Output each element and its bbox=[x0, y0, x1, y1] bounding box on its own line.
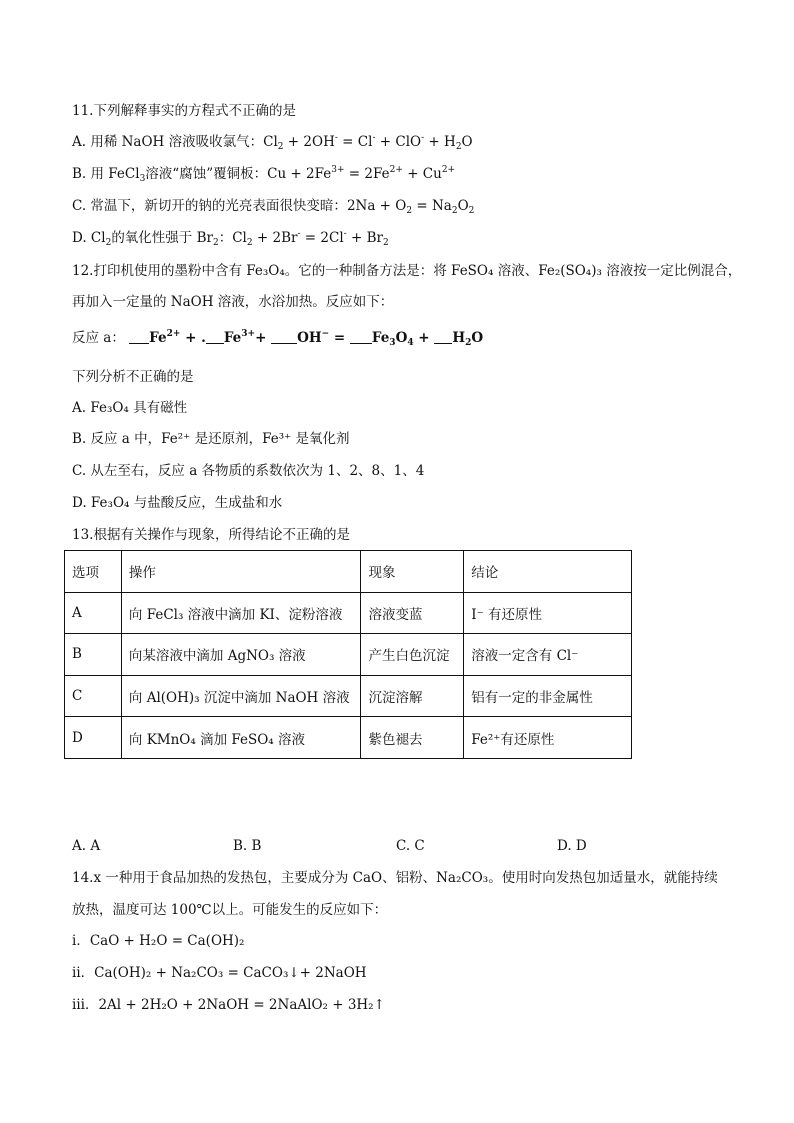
table-cell: 向 FeCl₃ 溶液中滴加 KI、淀粉溶液 bbox=[121, 592, 361, 634]
q11-d-text: D. Cl bbox=[72, 230, 106, 246]
table-header-cell: 现象 bbox=[361, 551, 464, 593]
table-header-cell: 结论 bbox=[464, 551, 632, 593]
q13-option-c: C. C bbox=[396, 838, 425, 854]
q11-c-equation: $2Na + O_2 = Na_2O_2$ bbox=[346, 198, 475, 216]
q11-b-text-2: 溶液“腐蚀”覆铜板： bbox=[145, 166, 268, 182]
q14-stem-line1: 14.x 一种用于食品加热的发热包，主要成分为 CaO、铝粉、Na₂CO₃。使用时向发热包加适量水，就能持续 bbox=[72, 870, 718, 886]
q12-option-d: D. Fe₃O₄ 与盐酸反应，生成盐和水 bbox=[72, 495, 283, 511]
table-cell: I⁻ 有还原性 bbox=[464, 592, 632, 634]
q12-option-c: C. 从左至右，反应 a 各物质的系数依次为 1、2、8、1、4 bbox=[72, 463, 425, 479]
q13-table bbox=[64, 550, 632, 759]
table-cell: 溶液变蓝 bbox=[361, 592, 464, 634]
q11-d-colon: ： bbox=[218, 230, 233, 246]
table-row bbox=[65, 717, 632, 759]
q12-option-b: B. 反应 a 中，Fe²⁺ 是还原剂，Fe³⁺ 是氧化剂 bbox=[72, 431, 350, 447]
q12-stem-line1: 12.打印机使用的墨粉中含有 Fe₃O₄。它的一种制备方法是：将 FeSO₄ 溶液、Fe₂(SO₄)₃ 溶液按一定比例混合， bbox=[72, 263, 742, 279]
table-header-cell: 选项 bbox=[65, 551, 122, 593]
table-cell: 产生白色沉淀 bbox=[361, 634, 464, 676]
table-cell: B bbox=[65, 634, 122, 676]
q12-stem-line2: 再加入一定量的 NaOH 溶液，水浴加热。反应如下： bbox=[72, 294, 394, 310]
q14-reaction-2: ⅱ．Ca(OH)₂ + Na₂CO₃ = CaCO₃↓+ 2NaOH bbox=[72, 965, 367, 981]
table-cell: 向某溶液中滴加 AgNO₃ 溶液 bbox=[121, 634, 361, 676]
q11-option-d bbox=[72, 228, 389, 248]
q13-option-a: A. A bbox=[72, 838, 101, 854]
q11-option-c bbox=[72, 196, 474, 216]
q13-option-d: D. D bbox=[557, 838, 587, 854]
q13-option-b: B. B bbox=[233, 838, 262, 854]
q12-reaction-label: 反应 a： bbox=[72, 330, 125, 346]
q11-option-b bbox=[72, 164, 455, 184]
q11-a-text: A. 用稀 NaOH 溶液吸收氯气： bbox=[72, 134, 264, 150]
table-cell: 紫色褪去 bbox=[361, 717, 464, 759]
q11-d-equation: $Cl_2 + 2Br^- = 2Cl^- + Br_2$ bbox=[232, 229, 389, 248]
q12-analysis: 下列分析不正确的是 bbox=[72, 369, 194, 385]
table-cell: C bbox=[65, 675, 122, 717]
table-cell: 向 KMnO₄ 滴加 FeSO₄ 溶液 bbox=[121, 717, 361, 759]
q11-b-equation: $Cu + 2Fe^{3+} = 2Fe^{2+} + Cu^{2+}$ bbox=[267, 165, 456, 182]
q11-c-text: C. 常温下，新切开的钠的光亮表面很快变暗： bbox=[72, 198, 347, 214]
table-cell: D bbox=[65, 717, 122, 759]
table-cell: A bbox=[65, 592, 122, 634]
table-cell: Fe²⁺有还原性 bbox=[464, 717, 632, 759]
table-row bbox=[65, 675, 632, 717]
table-header-row bbox=[65, 551, 632, 593]
table-cell: 溶液一定含有 Cl⁻ bbox=[464, 634, 632, 676]
q11-b-text: B. 用 FeCl bbox=[72, 166, 140, 182]
q11-d-sub-2: 2 bbox=[212, 238, 219, 248]
table-row bbox=[65, 634, 632, 676]
table-cell: 铝有一定的非金属性 bbox=[464, 675, 632, 717]
table-row bbox=[65, 592, 632, 634]
q12-option-a: A. Fe₃O₄ 具有磁性 bbox=[72, 400, 188, 416]
table-cell: 沉淀溶解 bbox=[361, 675, 464, 717]
q11-option-a bbox=[72, 132, 473, 152]
q11-d-sub: 2 bbox=[105, 238, 112, 248]
q14-reaction-3: ⅲ．2Al + 2H₂O + 2NaOH = 2NaAlO₂ + 3H₂↑ bbox=[72, 997, 385, 1013]
table-cell: 向 Al(OH)₃ 沉淀中滴加 NaOH 溶液 bbox=[121, 675, 361, 717]
q11-d-text-2: 的氧化性强于 Br bbox=[111, 230, 213, 246]
q14-reaction-1: ⅰ．CaO + H₂O = Ca(OH)₂ bbox=[72, 933, 245, 949]
table-header-cell: 操作 bbox=[121, 551, 361, 593]
q11-b-sub: 3 bbox=[139, 174, 146, 184]
q14-stem-line2: 放热，温度可达 100℃以上。可能发生的反应如下： bbox=[72, 902, 388, 918]
q11-a-equation: $Cl_2 + 2OH^- = Cl^- + ClO^- + H_2O$ bbox=[263, 133, 473, 152]
q13-stem: 13.根据有关操作与现象，所得结论不正确的是 bbox=[72, 527, 350, 543]
q12-reaction bbox=[72, 328, 483, 348]
q11-stem: 11.下列解释事实的方程式不正确的是 bbox=[72, 103, 296, 119]
q12-reaction-equation: $Fe^{2+}$ + . $Fe^{3+}+ OH^- = Fe_3O_4 + H_2O$ bbox=[129, 330, 483, 346]
